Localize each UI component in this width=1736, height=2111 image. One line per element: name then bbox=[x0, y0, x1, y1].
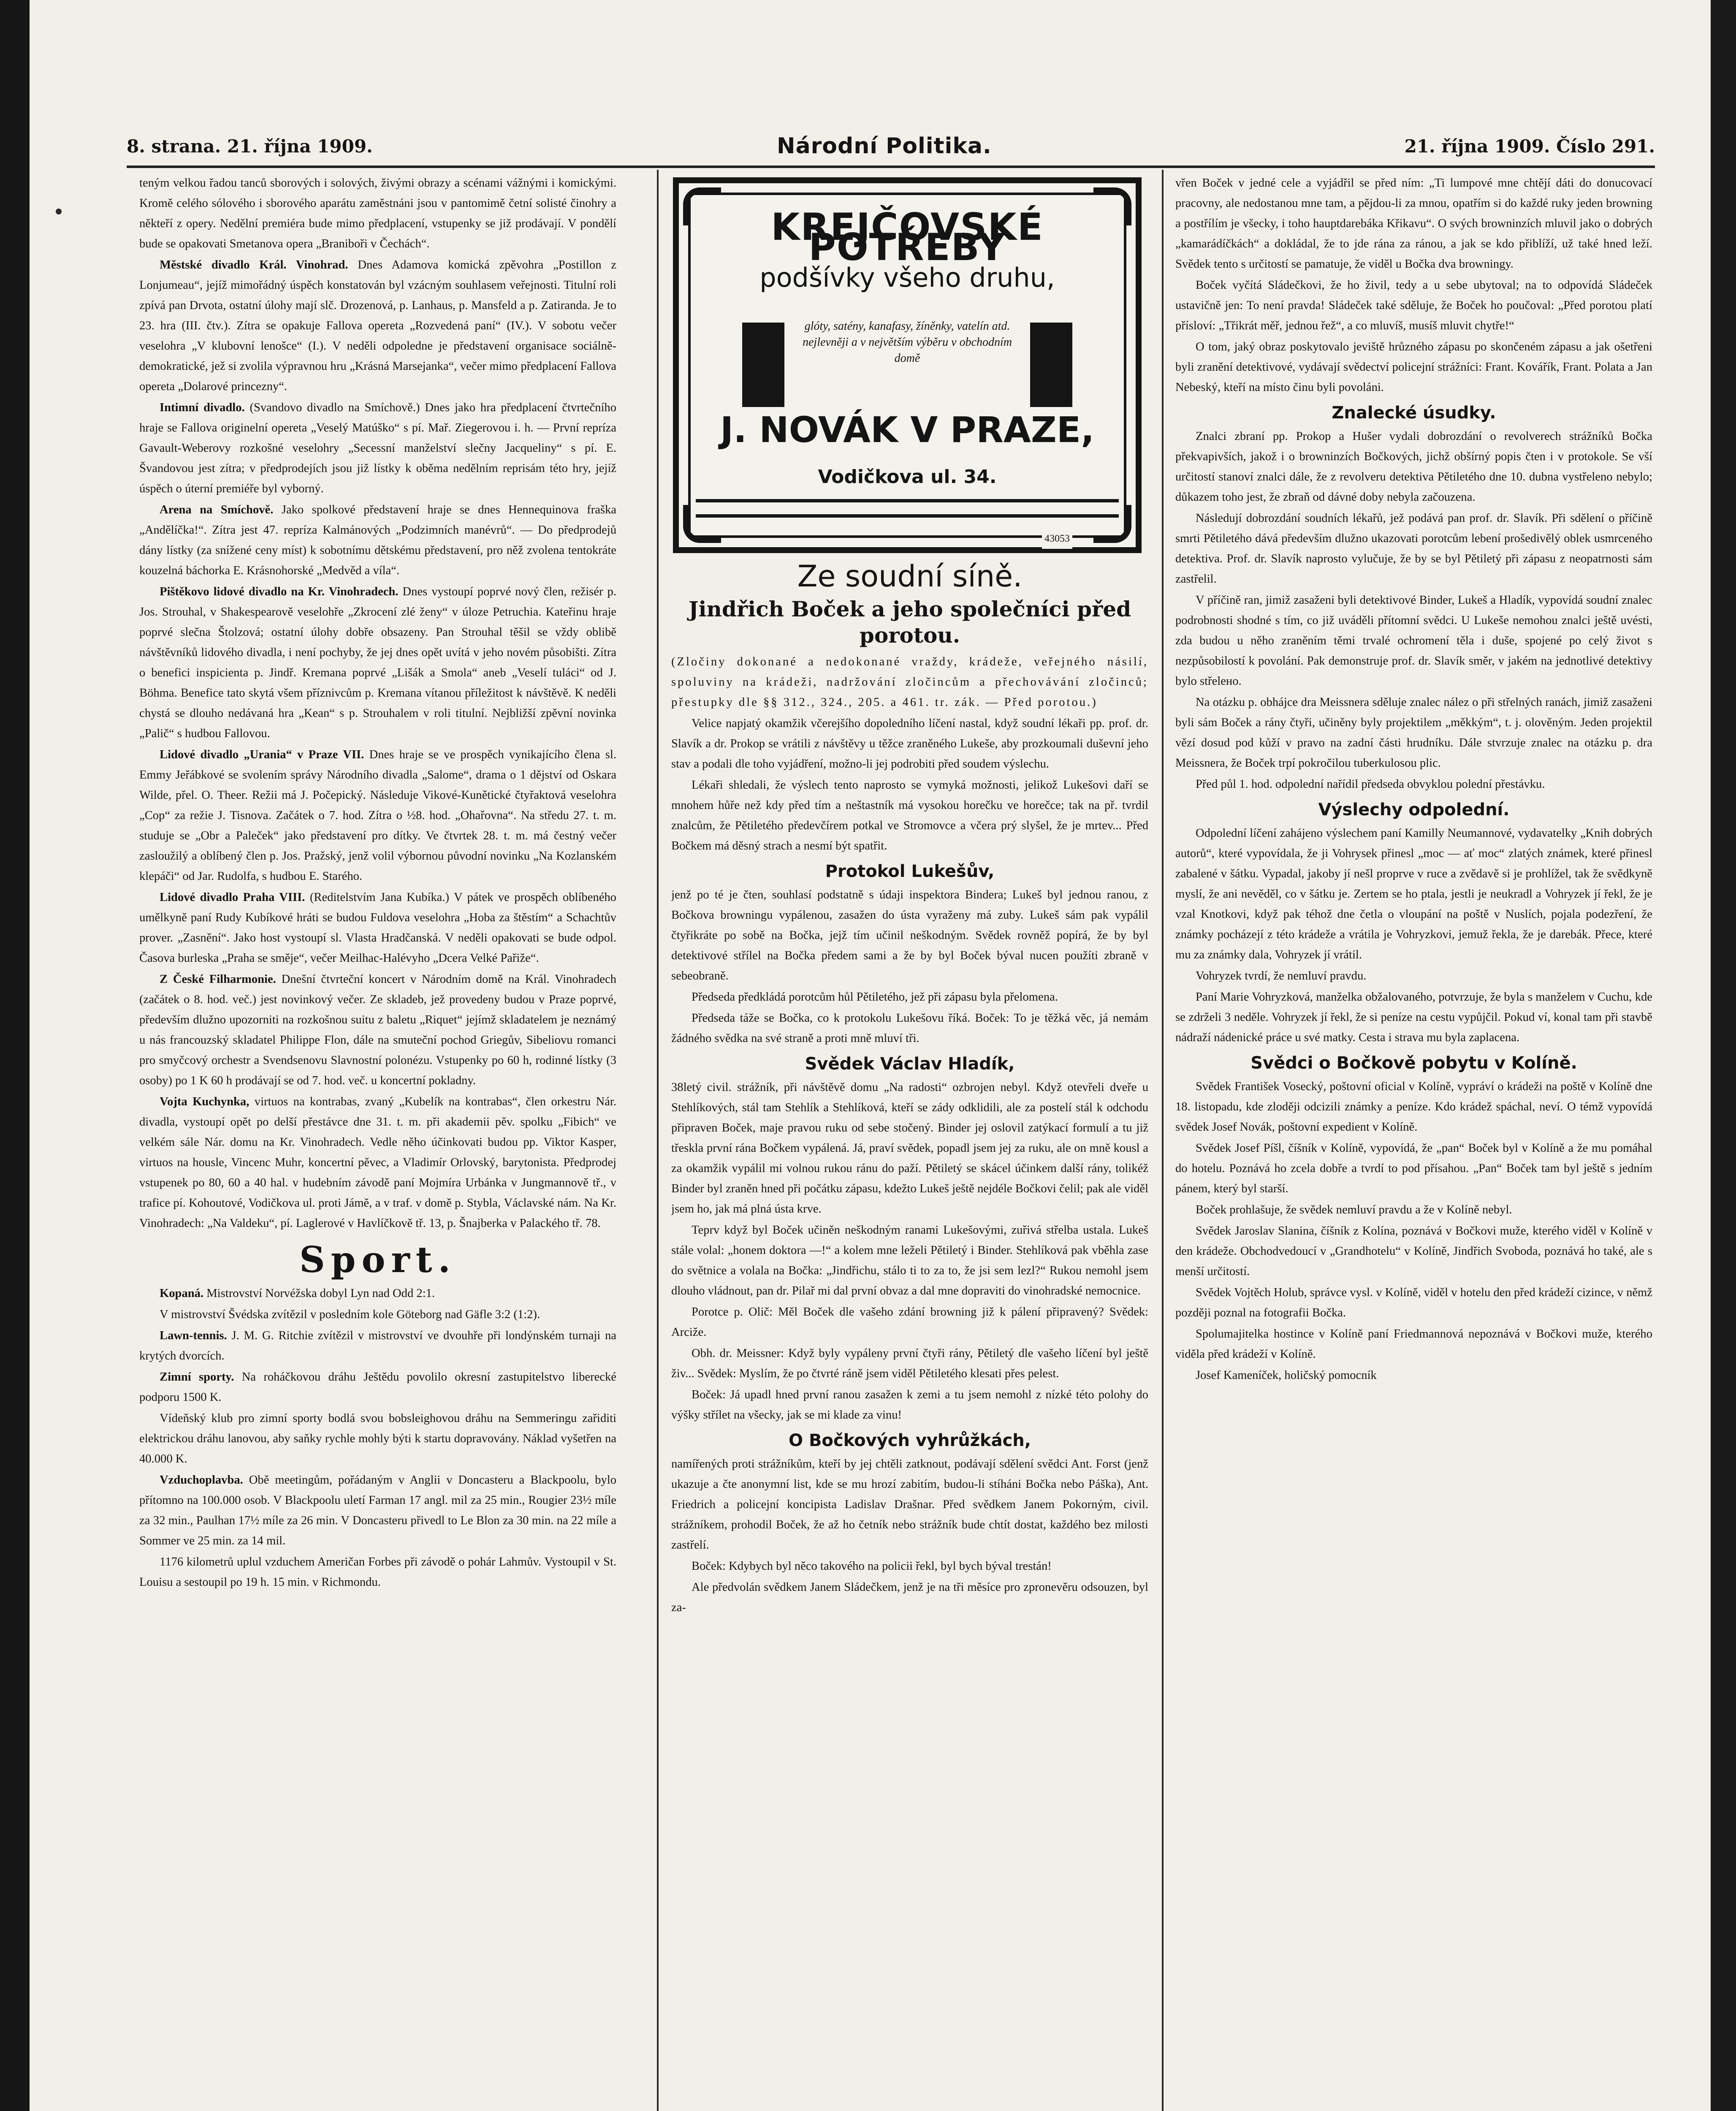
article-paragraph: Předseda táže se Bočka, co k protokolu Lukešovu říká. Boček: To je těžká věc, já nemám žádného svědka na své straně a proti mně mluví tři. bbox=[671, 1012, 1148, 1045]
article-paragraph: Předseda předkládá porotcům hůl Pětiletého, jež při zápasu byla přelomena. bbox=[692, 990, 1058, 1004]
sport-item: V mistrovství Švédska zvítězil v posledním kole Göteborg nad Gäfle 3:2 (1:2). bbox=[160, 1308, 540, 1321]
column-rule-1 bbox=[657, 170, 659, 2111]
article-paragraph: Spolumajitelka hostince v Kolíně paní Friedmannová nepoznává v Bočkovi muže, kterého viděla před krádeží v Kolíně. bbox=[1175, 1327, 1652, 1361]
article-paragraph: Teprv když byl Boček učiněn neškodným ranami Lukešovými, zuřivá střelba ustala. Lukeš stále volal: „honem doktora —!“ a kolem mne leželi Pětiletý i Binder. Stehlíková pak vběhla zase do světnice a volala na Bočka: „Jindřichu, stálo ti to za to, že jsi sem lezl?“ Rukou nemohl jsem dlouho vládnout, pan dr. Pilař mi dal první obvaz a dal mne dopraviti do vinohradské nemocnice. bbox=[671, 1224, 1148, 1297]
item-text: Dnešní čtvrteční koncert v Národním domě na Král. Vinohradech (začátek o 8. hod. več.) jest novinkový večer. Ze skladeb, jež provedeny budou v Praze poprvé, především dlužno upozorniti na rozkošnou suitu z baletu „Riquet“ jejímž skladatelem je neznámý u nás francouzský skladatel Philippe Flon, dále na smuteční pochod Griegův, Sibeliovu romanci pro smyčcový orchestr a Svendsenovu Slavnostní polonézu. Vstupenky po 60 h, rodinné lístky (3 osoby) po 1 K 60 h prodávají se od 7. hod. več. u koncertní pokladny. bbox=[139, 973, 616, 1087]
article-paragraph: Boček prohlašuje, že svědek nemluví pravdu a že v Kolíně nebyl. bbox=[1196, 1203, 1512, 1216]
page-header bbox=[127, 133, 1655, 161]
item-heading: Pištěkovo lidové divadlo na Kr. Vinohradech. bbox=[160, 585, 399, 598]
column-1 bbox=[139, 173, 616, 2111]
column-rule-2 bbox=[1162, 170, 1164, 2111]
column-3 bbox=[1175, 173, 1652, 2111]
header-rule bbox=[127, 166, 1655, 168]
theatre-news-item bbox=[139, 582, 616, 744]
item-heading: Intimní divadlo. bbox=[160, 401, 245, 414]
article-paragraph: V příčině ran, jimiž zasaženi byli detektivové Binder, Lukeš a Hladík, vypovídá soudní znalec podrobnosti shodné s tím, co již uváděli přítomní svědci. U Lukeše nemohou znalci ještě uvésti, zda budou u něho zraněním těmi trvalé ochromení těla i duše, spojené po celý život s nezpůsobilostí k povolání. Pak demonstruje prof. dr. Slavík směr, v jakém na jednotlivé detektivy bylo střelено. bbox=[1175, 594, 1652, 688]
ad-company-name: J. NOVÁK V PRAZE, bbox=[720, 409, 1095, 450]
charges-paragraph: (Zločiny dokonané a nedokonané vraždy, krádeže, veřejného násilí, spoluviny na krádeži, nadržování zločincům a přechovávání zločinců; přestupky dle §§ 312., 324., 205. a 461. tr. zák. — Před porotou.) bbox=[671, 655, 1148, 709]
article-paragraph: Před půl 1. hod. odpolední nařídil předseda obvyklou polední přestávku. bbox=[1196, 778, 1545, 791]
subheading: Svědci o Bočkově pobytu v Kolíně. bbox=[1250, 1053, 1577, 1073]
item-heading: Vzduchoplavba. bbox=[160, 1473, 243, 1487]
item-text: Dnes Adamova komická zpěvohra „Postillon z Lonjumeau“, jejíž mimořádný úspěch konstatován byl vzácným souhlasem veřejnosti. Titulní roli zpívá pan Drvota, ostatní úlohy mají slč. Drozenová, p. Lanhaus, p. Mansfeld a p. Zatiranda. Je to 23. hra (III. čtv.). Zítra se opakuje Fallova opereta „Rozvedená paní“ (IV.). V sobotu večer veselohra „V klubovní lenošce“ (I.). V neděli odpoledne je představení organisace sociálně-demokratické, jež si zvolila výpravnou hru „Krásná Marsejanka“, večer mimo předplacení Fallova opereta „Dolarové princezny“. bbox=[139, 258, 616, 393]
item-text: Obě meetingům, pořádaným v Anglii v Doncasteru a Blackpoolu, bylo přítomno na 100.000 osob. V Blackpoolu uletí Farman 17 angl. mil za 25 min., Rougier 23½ míle za 32 min., Paulhan 17½ míle za 26 min. V Doncasteru přivedl to Le Blon za 30 min. na 22 míle a Sommer ve 25 min. za 14 mil. bbox=[139, 1473, 616, 1547]
item-text: virtuos na kontrabas, zvaný „Kubelík na kontrabas“, člen orkestru Nár. divadla, vystoupí opět po delší přestávce dne 31. t. m. při akademii pěv. spolku „Fibich“ ve velkém sále Nár. domu na Kr. Vinohradech. Vedle něho účinkovati budou pp. Viktor Kasper, virtuos na housle, Vincenc Muhr, koncertní pěvec, a Vladimír Orlovský, barytonista. Předprodej vstupenek po 80, 60 a 40 hal. v hudebním závodě paní Mojmíra Urbánka v Jungmannově tř., v trafice pí. Kohoutové, Vodičkova ul. proti Jámě, a v traf. v domě p. Styblа, Václavské nám. Na Kr. Vinohradech: „Na Valdeku“, pí. Laglerové v Havlíčkově tř. 13, p. Šnajberka v Palackého tř. 78. bbox=[139, 1095, 616, 1230]
header-issue-info: 21. října 1909. Číslo 291. bbox=[1404, 136, 1655, 157]
item-text: Dnes hraje se ve prospěch vynikajícího člena sl. Emmy Jeřábkové se svolením správy Národního divadla „Salome“, drama o 1 dějství od Oskara Wilde, přel. O. Theer. Režii má J. Počepický. Následuje Vikové-Kunětické čtyřaktová veselohra „Cop“ za režie J. Tisnova. Začátek o 7. hod. Zítra o ½8. hod. „Ohařovna“. Na středu 27. t. m. studuje se „Obr a Paleček“ jako představení pro dítky. Ve čtvrtek 28. t. m. má čestný večer zasloužilý a oblíbený člen p. Jos. Pražský, jenž volil výbornou původní novinku „Na Kozlanském klepáči“ od Jar. Rudolfa, s hudbou E. Starého. bbox=[139, 748, 616, 883]
item-heading: Arena na Smíchově. bbox=[160, 503, 274, 516]
subheading: Svědek Václav Hladík, bbox=[805, 1054, 1015, 1074]
article-paragraph: Ale předvolán svědkem Janem Sládečkem, jenž je na tři měsíce pro zpronevěru odsouzen, byl za- bbox=[671, 1581, 1148, 1614]
theatre-news-item bbox=[139, 255, 616, 397]
item-heading: Městské divadlo Král. Vinohrad. bbox=[160, 258, 348, 271]
article-paragraph: Boček: Kdybych byl něco takového na policii řekl, byl bych býval trestán! bbox=[692, 1560, 1052, 1573]
subheading: Výslechy odpolední. bbox=[1318, 800, 1510, 819]
article-paragraph: Svědek František Vosecký, poštovní oficial v Kolíně, vypráví o krádeži na poště v Kolíně dne 18. listopadu, kde zloději odcizili známky a peníze. Kdo krádež spáchal, neví. O témž vypovídá svědek Josef Novák, poštovní expedient v Kolíně. bbox=[1175, 1080, 1652, 1134]
article-paragraph: O tom, jaký obraz poskytovalo jeviště hrůzného zápasu po skončeném zápasu a jak ošetřeni byli zranění detektivové, vydávají svědectví policejní strážníci: Frant. Kovářík, Frant. Polata a Jan Nebeský, kteří na místo činu byli povoláni. bbox=[1175, 340, 1652, 394]
theatre-news-item bbox=[139, 745, 616, 887]
article-paragraph: Svědek Jaroslav Slanina, číšník z Kolína, poznává v Bočkovi muže, kterého viděl v Kolíně v den krádeže. Obchodvedoucí v „Grandhotelu“ v Kolíně, Jindřich Svoboda, poznává ho také, ale s menší určitostí. bbox=[1175, 1224, 1652, 1278]
article-paragraph: Boček vyčítá Sládečkovi, že ho živil, tedy a u sebe ubytoval; na to odpovídá Sládeček ustavičně jen: To není pravda! Sládeček také sděluje, že Boček ho poučoval: „Před porotou platí přísloví: „Třikrát měř, jednou řež“, a co mluvíš, musíš mluvit chytře!“ bbox=[1175, 279, 1652, 332]
theatre-news-item bbox=[139, 887, 616, 969]
article-paragraph: teným velkou řadou tanců sborových i solových, živými obrazy a scénami vážnými i komickými. Kromě celého sólového i sborového aparátu zaměstnáni jsou v pantomimě četní solisté činohry a někteří z opery. Nedělní premiéra bude mimo předplacení, vstupenky se již prodávají. V pondělí bude se opakovati Smetanova opera „Braniboři v Čechách“. bbox=[139, 176, 616, 250]
punch-hole-mark bbox=[56, 209, 62, 214]
article-paragraph: Boček: Já upadl hned první ranou zasažen k zemi a tu jsem nemohl z nízké této polohy do výšky střílet na všecky, jak se mi klade za vinu! bbox=[671, 1388, 1148, 1422]
ad-subheadline: podšívky všeho druhu, bbox=[760, 262, 1055, 293]
theatre-news-item bbox=[139, 1092, 616, 1234]
column-2 bbox=[671, 173, 1148, 2111]
ad-item-box bbox=[742, 318, 1072, 411]
ad-black-block bbox=[742, 323, 784, 407]
item-text: (Svandovo divadlo na Smíchově.) Dnes jako hra předplacení čtvrtečního hraje se Fallova originelní opereta „Veselý Matúško“ s pí. Mař. Ziegerovou i. h. — První repríza Gavault-Weberovy rozkošné veselohry „Secessní manželství slečny Jacqueliny“ s pí. E. Švandovou jest zítra; v předprodejích jsou již lístky k oběma nedělním reprisám této hry, jejíž úspěch o úterní premiéře byl vyborný. bbox=[139, 401, 616, 495]
item-heading: Vojta Kuchynka, bbox=[160, 1095, 250, 1108]
article-paragraph: Velice napjatý okamžik včerejšího dopoledního líčení nastal, když soudní lékaři pp. prof. dr. Slavík a dr. Prokop se vrátili z návštěvy u těžce zraněného Lukeše, aby prozkoumali duševní jeho stav a podali dle toho vyjádření, možno-li jej podrobiti před soudem výslechu. bbox=[671, 717, 1148, 771]
article-paragraph: Paní Marie Vohryzková, manželka obžalovaného, potvrzuje, že byla s manželem v Cuchu, kde se zdrželi 3 neděle. Vohryzek jí řekl, že si peníze na cestu vypůjčil. Pokud ví, konal tam při stavbě nádraží nádenické práce u své matky. Cesta i strava mu byla zaplacena. bbox=[1175, 990, 1652, 1044]
article-paragraph: Porotce p. Olič: Měl Boček dle vašeho zdání browning již k pálení připravený? Svědek: Arciže. bbox=[671, 1305, 1148, 1339]
theatre-news-item bbox=[139, 500, 616, 581]
ad-headline: KREJČOVSKÉ POTŘEBY bbox=[771, 205, 1044, 269]
sport-item bbox=[139, 1326, 616, 1366]
article-paragraph: Svědek Vojtěch Holub, správce vysl. v Kolíně, viděl v hotelu den před krádeží cizince, v němž později poznal na fotografii Bočka. bbox=[1175, 1286, 1652, 1319]
item-heading: Lidové divadlo „Urania“ v Praze VII. bbox=[160, 748, 364, 761]
item-text: J. M. G. Ritchie zvítězil v mistrovství ve dvouhře při londýnském turnaji na krytých dvorcích. bbox=[139, 1329, 616, 1362]
header-page-info: 8. strana. 21. října 1909. bbox=[127, 136, 373, 157]
item-text: Na roháčkovou dráhu Ještědu povolilo okresní zastupitelstvo liberecké podporu 1500 K. bbox=[139, 1370, 616, 1404]
article-paragraph: 38letý civil. strážník, při návštěvě domu „Na radosti“ ozbrojen nebyl. Když otevřeli dveře u Stehlíkových, stál tam Stehlík a Stehlíková, kteří se zády odklidili, ale za postelí stál k odchodu připraven Boček, maje pravou ruku od sebe stočený. Binder jej oslovil zatýkací formulí a tu již třeskla první rána Bočkem vypálená. Já, praví svědek, popadl jsem jej za ruku, ale on mně kousl a za okamžik vypálil mi volnou rukou ránu do paží. Pětiletý se skácel účinkem další rány, tolikéž Binder byl zraněn hned při počátku zápasu, kdežto Lukeš ještě nejdéle Bočkovi čelil; pak ale viděl jsem ho, jak má plná ústa krve. bbox=[671, 1081, 1148, 1216]
item-text: (Reditelstvím Jana Kubíka.) V pátek ve prospěch oblíbeného umělkyně paní Rudy Kubíkové hráti se budou Fuldova veselohra „Hoba za štěstím“ a Schachtův prover. „Zasnění“. Jako host vystoupí sl. Vlasta Hradčanská. V neděli opakovati se bude odpol. Časova burleska „Praha se směje“, večer Meilhac-Halévyho „Dcera Velké Pařiže“. bbox=[139, 891, 616, 965]
ad-item-list: glóty, satény, kanafasy, žíněnky, vatelín atd. nejlevněji a v největším výběru v obchodním domě bbox=[802, 320, 1012, 365]
ad-address: Vodičkova ul. 34. bbox=[818, 466, 997, 488]
item-heading: Lidové divadlo Praha VIII. bbox=[160, 891, 305, 904]
article-paragraph: namířených proti strážníkům, kteří by jej chtěli zatknout, podávají sdělení svědci Ant. Forst (jenž ukazuje a čte anonymní list, kde se mu hrozí zabitím, budou-li stíháni Bočka nebo Páška), Ant. Friedrich a policejní koncipista Ladislav Drašnar. Před svědkem Janem Pokorným, civil. strážníkem, prohodil Boček, že až ho četník nebo strážník bude chtít dostat, každého bez milosti zastřelí. bbox=[671, 1457, 1148, 1552]
article-paragraph: Obh. dr. Meissner: Když byly vypáleny první čtyři rány, Pětiletý dle vašeho líčení byl ještě živ... Svědek: Myslím, že po čtvrté ráně jsem viděl Pětiletého klesati přes pelest. bbox=[671, 1347, 1148, 1380]
article-paragraph: Na otázku p. obhájce dra Meissnera sděluje znalec nález o při střelných ranách, jimiž zasaženi byli sám Boček a rány čtyři, učiněny byly projektilem „měkkým“, t. j. olověným. Jeden projektil vězí dosud pod kůží v pravo na zadní části hrudníku. Dále stvrzuje znalec na otázku p. dra Meissnera, že Boček trpí pokročilou tuberkulosou plic. bbox=[1175, 696, 1652, 770]
sport-section-title: Sport. bbox=[299, 1239, 456, 1281]
article-paragraph: Josef Kameníček, holičský pomocník bbox=[1196, 1369, 1377, 1382]
subheading: Znalecké úsudky. bbox=[1332, 403, 1496, 423]
article-headline: Jindřich Boček a jeho společníci před porotou. bbox=[688, 597, 1131, 648]
article-paragraph: Svědek Josef Píšl, číšník v Kolíně, vypovídá, že „pan“ Boček byl v Kolíně a že mu pomáhal do hotelu. Poznává ho zcela dobře a tvrdí to pod přísahou. „Pan“ Boček tam byl ještě s jedním pánem, který byl starší. bbox=[1175, 1142, 1652, 1195]
sport-item: 1176 kilometrů uplul vzduchem Američan Forbes při závodě o pohár Lahmův. Vystoupil v St. Louisu a sestoupil po 19 h. 15 min. v Richmondu. bbox=[139, 1555, 616, 1589]
theatre-news-item bbox=[139, 398, 616, 499]
subheading: O Bočkových vyhrůžkách, bbox=[789, 1431, 1031, 1450]
item-heading: Zimní sporty. bbox=[160, 1370, 234, 1384]
sport-item bbox=[139, 1470, 616, 1551]
article-paragraph: Odpolední líčení zahájeno výslechem paní Kamilly Neumannové, vydavatelky „Knih dobrých autorů“, které vypovídala, že ji Vohrysek přinesl „moc — ať moc“ zlatých známek, které přinesl zabalené v šátku. Vypadal, jakoby jí nešl proprve v ruce a zvědavě si je prohlížel, tak že svědkyně myslí, že ani nevěděl, co v šátku je. Zertem se ho ptala, jestli je neukradl a Vohryzek jí řekl, že je vzal Knotkovi, když pak téhož dne četla o vloupání na poště v Nuslích, pojala podezření, že známky pocházejí z této krádeže a vrátila je Vohryzkovi, jemuž řekla, že je darebák. Přece, které mu za známky dala, Vohryzek jí vrátil. bbox=[1175, 827, 1652, 961]
item-heading: Z České Filharmonie. bbox=[160, 973, 276, 986]
item-heading: Kopaná. bbox=[160, 1287, 204, 1300]
scan-edge-right bbox=[1711, 0, 1736, 2111]
ad-wave-ornament bbox=[696, 499, 1119, 518]
article-paragraph: vřen Boček v jedné cele a vyjádřil se před ním: „Ti lumpové mne chtějí dáti do donucovací pracovny, ale nedostanou mne tam, a pějdou-li za mnou, opatřím si do každé ruky jeden browning a postřílím je všecky, i toho hauptdarebáka Křikavu“. O svých browninzích mluvil jako o dobrých „kamarádíčkách“ a dokládal, že to jde rána za ránou, a jak se kdo přiblíží, už také hned leží. Svědek tento s určitostí se pamatuje, že viděl u Bočka dva browningy. bbox=[1175, 176, 1652, 271]
ad-black-block bbox=[1030, 323, 1072, 407]
article-paragraph: jenž po té je čten, souhlasí podstatně s údaji inspektora Bindera; Lukeš byl jednou ranou, z Bočkova browningu vypálenou, zasažen do ústa vyraženy má zuby. Lukeš sám pak vypálil čtyřikráte po sobě na Bočka, jejž tím učinil neškodným. Svědek rovněž popírá, že by byl detektivové střílel na Bočka předem sami a že by byl Boček býval nucen použíti zbraně v sebeobraně. bbox=[671, 888, 1148, 982]
item-text: Jako spolkové představení hraje se dnes Hennequinova fraška „Andělíčka!“. Zítra jest 47. repríza Kalmánových „Podzimních manévrů“. — Do předprodejů dány lístky (za snížené ceny míst) k sobotnímu dětskému představení, pro něž zvolena tentokráte kouzelná báchorka E. Krásnohorské „Medvěd a víla“. bbox=[139, 503, 616, 577]
masthead-title: Národní Politika. bbox=[777, 133, 992, 159]
court-section-title: Ze soudní síně. bbox=[797, 559, 1023, 594]
item-heading: Lawn-tennis. bbox=[160, 1329, 227, 1342]
sport-item bbox=[139, 1367, 616, 1408]
article-paragraph: Následují dobrozdání soudních lékařů, jež podává pan prof. dr. Slavík. Při sdělení o příčině smrti Pětiletého dává především dlužno ukazovati porotcům lebení prošedivělý oblek usmrceného detektiva. Prof. dr. Slavík naprosto vylučuje, že by se byl Pětiletý při zápasu z neopatrnosti sám zastřelil. bbox=[1175, 512, 1652, 586]
theatre-news-item bbox=[139, 969, 616, 1091]
article-paragraph: Vohryzek tvrdí, že nemluví pravdu. bbox=[1196, 969, 1367, 982]
ad-reference-number: 43053 bbox=[1042, 529, 1072, 549]
sport-item: Vídeňský klub pro zimní sporty bodlá svou bobsleighovou dráhu na Semmeringu zařiditi elektrickou dráhu lanovou, aby saňky rychle mohly býti k startu dopravovány. Náklad vyšetřen na 40.000 K. bbox=[139, 1412, 616, 1465]
subheading: Protokol Lukešův, bbox=[825, 862, 995, 881]
article-paragraph: Lékaři shledali, že výslech tento naprosto se vymyká možnosti, jelikož Lukešovi daří se mnohem hůře než kdy před tím a neštastník má vysokou horečku ve horečce; tak na př. tvrdil znalcům, že Pětiletého předevčírem potkal ve Stromovce a včera prý slyšel, že je mrtev... Před Bočkem má děsný strach a nesmí být spatřit. bbox=[671, 779, 1148, 852]
sport-item bbox=[139, 1283, 616, 1304]
item-text: Dnes vystoupí poprvé nový člen, režisér p. Jos. Strouhal, v Shakespearově veselohře „Zkrocení zlé ženy“ v úloze Petruchia. Kateřinu hraje poprvé slečna Štolzová; ostatní úlohy dobře obsazeny. Pan Strouhal těšil se vždy oblibě návštěvníků lidového divadla, i není pochyby, že jej dnes opět uvítá v jeho novém působišti. Zítra o benefici inspicienta p. Jindř. Kremana poprvé „Lišák a Smola“ aneb „Veselí tuláci“ od J. Böhma. Benefice tato skytá všem příznivcům p. Kremana vítanou příležitost k návštěvě. K neděli chystá se dlouho nedávaná hra „Kean“ s p. Strouhalem v roli titulní. Nejbližší zpěvní novinka „Palič“ s hudbou Fallovou. bbox=[139, 585, 616, 740]
advertisement-box bbox=[673, 177, 1142, 553]
scan-edge-left bbox=[0, 0, 30, 2111]
item-text: Mistrovství Norvéžska dobyl Lyn nad Odd 2:1. bbox=[206, 1287, 435, 1300]
article-paragraph: Znalci zbraní pp. Prokop a Hušer vydali dobrozdání o revolverech strážníků Bočka překvapivších, jakož i o browninzích Bočkových, jichž obšírný popis čten i v protokole. Se vší určitostí stanoví znalci dále, že z revolveru detektiva Pětiletého dne 10. dubna vystřeleno nebylo; důkazem toho jest, že zbraň od dávné doby nebyla začouzena. bbox=[1175, 430, 1652, 504]
